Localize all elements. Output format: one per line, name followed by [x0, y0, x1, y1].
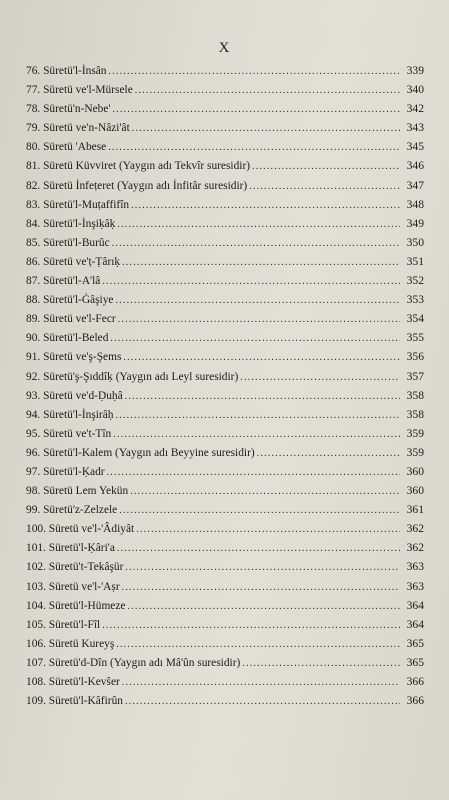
toc-entry: [26, 560, 424, 579]
toc-entry: [26, 121, 424, 140]
dot-leader: [117, 543, 400, 554]
toc-entry-title: 108. Süretü'l-Kevŝer: [26, 676, 120, 688]
toc-entry-page-number: 366: [406, 694, 424, 708]
toc-entry-page-number: 366: [406, 675, 424, 688]
toc-entry-page-number: 364: [406, 617, 424, 631]
table-of-contents: [26, 64, 424, 713]
dot-leader: [112, 238, 400, 249]
dot-leader: [125, 696, 400, 707]
toc-entry-title: 87. Süretü'l-A'lâ: [26, 275, 101, 288]
toc-entry: [26, 236, 424, 255]
toc-entry-title: 107. Süretü'd-Dîn (Yaygın adı Mâ'ûn suresidir): [26, 656, 241, 669]
toc-entry-title: 81. Süretü Küvviret (Yaygın adı Tekvîr suresidir): [26, 160, 251, 173]
toc-entry-title: 100. Süretü ve'l-'Âdiyât: [26, 523, 135, 536]
toc-entry: [26, 350, 424, 369]
toc-entry: [26, 618, 424, 637]
dot-leader: [125, 562, 400, 573]
toc-entry: [26, 446, 424, 465]
toc-entry-page-number: 359: [406, 426, 424, 440]
toc-entry-title: 106. Süretü Kureyş: [26, 637, 115, 650]
toc-entry-page-number: 358: [406, 388, 424, 402]
toc-entry-title: 80. Süretü 'Abese: [26, 141, 107, 154]
dot-leader: [119, 505, 400, 516]
toc-entry-title: 93. Süretü ve'd-Ḍuḥâ: [26, 389, 123, 402]
toc-entry-title: 86. Süretü ve'ṭ-Ṭârıḳ: [26, 255, 121, 268]
toc-entry: [26, 427, 424, 446]
dot-leader: [107, 467, 400, 478]
toc-entry-title: 102. Süretü't-Tekâşür: [26, 561, 124, 574]
toc-entry-page-number: 361: [406, 503, 424, 517]
toc-entry: [26, 179, 424, 198]
toc-entry: [26, 255, 424, 274]
dot-leader: [257, 448, 400, 459]
toc-entry-page-number: 354: [406, 312, 424, 326]
toc-entry-title: 99. Süretü'z-Zelzele: [26, 504, 118, 517]
toc-entry-title: 98. Süretü Lem Yekün: [26, 485, 129, 498]
toc-entry: [26, 522, 424, 541]
dot-leader: [135, 85, 400, 96]
toc-entry: [26, 140, 424, 159]
dot-leader: [122, 257, 400, 268]
toc-entry-title: 101. Süretü'l-Ḳâri'a: [26, 542, 115, 555]
toc-entry: [26, 102, 424, 121]
toc-entry-title: 92. Süretü'ş-Şıddîḳ (Yaygın adı Leyl suresidir): [26, 370, 239, 383]
dot-leader: [113, 429, 400, 440]
dot-leader: [132, 123, 400, 134]
toc-entry: [26, 637, 424, 656]
toc-entry-page-number: 363: [406, 579, 424, 593]
toc-entry-page-number: 362: [406, 522, 424, 536]
toc-entry-title: 79. Süretü ve'n-Nâzi'ât: [26, 122, 130, 135]
toc-entry-page-number: 353: [406, 293, 424, 307]
dot-leader: [108, 142, 400, 153]
page-header-numeral: X: [218, 40, 231, 56]
dot-leader: [117, 219, 400, 230]
toc-entry: [26, 83, 424, 102]
toc-entry-title: 91. Süretü ve'ş-Şems: [26, 351, 122, 364]
toc-entry: [26, 331, 424, 350]
toc-entry-page-number: 342: [406, 102, 424, 116]
toc-entry-title: 83. Süretü'l-Muṭaffifîn: [26, 198, 130, 211]
toc-entry-page-number: 355: [406, 331, 424, 345]
toc-entry: [26, 64, 424, 83]
toc-entry: [26, 312, 424, 331]
toc-entry-page-number: 343: [406, 121, 424, 135]
toc-entry: [26, 408, 424, 427]
toc-entry: [26, 484, 424, 503]
toc-entry: [26, 217, 424, 236]
toc-entry-page-number: 357: [406, 369, 424, 383]
toc-entry: [26, 580, 424, 599]
toc-entry-page-number: 365: [406, 636, 424, 650]
toc-entry-title: 89. Süretü ve'l-Fecr: [26, 313, 116, 326]
toc-entry-title: 109. Süretü'l-Kâfirûn: [26, 695, 123, 708]
toc-entry-page-number: 346: [406, 159, 424, 173]
toc-entry-title: 84. Süretü'l-İnşiḳâḳ: [26, 217, 116, 230]
toc-entry-title: 88. Süretü'l-Ġâşiye: [26, 294, 114, 307]
toc-entry-title: 90. Süretü'l-Beled: [26, 332, 109, 345]
toc-entry: [26, 694, 424, 713]
toc-entry-page-number: 350: [406, 235, 424, 249]
toc-entry: [26, 465, 424, 484]
toc-entry-title: 105. Süretü'l-Fîl: [26, 618, 101, 631]
toc-entry: [26, 198, 424, 217]
toc-entry: [26, 675, 424, 694]
dot-leader: [102, 276, 400, 287]
toc-entry: [26, 541, 424, 560]
toc-entry-title: 95. Süretü ve't-Tîn: [26, 427, 112, 440]
toc-entry-title: 96. Süretü'l-Kalem (Yaygın adı Beyyine suresidir): [26, 446, 255, 459]
toc-entry-title: 103. Süretü ve'l-'Aṣr: [26, 580, 120, 593]
toc-entry-title: 97. Süretü'l-Ḳadr: [26, 465, 105, 478]
toc-entry-title: 78. Süretü'n-Nebe': [26, 103, 111, 116]
toc-entry-page-number: 356: [406, 350, 424, 364]
toc-entry: [26, 503, 424, 522]
toc-entry-title: 82. Süretü İnfeṭeret (Yaygın adı İnfitâr suresidir): [26, 179, 248, 192]
dot-leader: [130, 486, 400, 497]
toc-entry-title: 104. Süretü'l-Hümeze: [26, 599, 126, 612]
toc-entry: [26, 370, 424, 389]
dot-leader: [110, 333, 400, 344]
dot-leader: [115, 410, 400, 421]
dot-leader: [115, 295, 400, 306]
toc-entry: [26, 293, 424, 312]
dot-leader: [136, 524, 400, 535]
toc-entry-title: 77. Süretü ve'l-Mürsele: [26, 84, 133, 97]
toc-entry-page-number: 365: [406, 655, 424, 669]
toc-entry: [26, 159, 424, 178]
dot-leader: [116, 639, 400, 650]
toc-entry-page-number: 349: [406, 216, 424, 230]
toc-entry: [26, 656, 424, 675]
toc-entry-page-number: 358: [406, 407, 424, 421]
dot-leader: [102, 620, 400, 631]
dot-leader: [125, 391, 400, 402]
toc-entry-page-number: 347: [406, 178, 424, 192]
dot-leader: [249, 181, 400, 192]
toc-entry-title: 76. Süretü'l-İnsân: [26, 65, 107, 77]
toc-entry-page-number: 364: [406, 598, 424, 612]
toc-entry-page-number: 360: [406, 484, 424, 498]
toc-entry: [26, 274, 424, 293]
toc-entry-page-number: 345: [406, 140, 424, 154]
toc-entry: [26, 599, 424, 618]
toc-entry-page-number: 360: [406, 464, 424, 478]
toc-entry: [26, 389, 424, 408]
dot-leader: [109, 66, 400, 77]
toc-entry-page-number: 348: [406, 197, 424, 211]
toc-entry-page-number: 351: [406, 254, 424, 268]
dot-leader: [131, 200, 400, 211]
toc-entry-title: 94. Süretü'l-İnşirâḥ: [26, 408, 114, 421]
dot-leader: [242, 658, 400, 669]
toc-entry-page-number: 363: [406, 560, 424, 574]
dot-leader: [123, 352, 400, 363]
dot-leader: [118, 314, 400, 325]
dot-leader: [240, 372, 400, 383]
toc-entry-page-number: 359: [406, 445, 424, 459]
toc-entry-page-number: 339: [406, 64, 424, 77]
toc-entry-page-number: 352: [406, 274, 424, 288]
toc-entry-page-number: 362: [406, 541, 424, 555]
dot-leader: [127, 601, 400, 612]
dot-leader: [252, 161, 400, 172]
toc-entry-title: 85. Süretü'l-Burûc: [26, 236, 110, 249]
dot-leader: [112, 104, 400, 115]
dot-leader: [122, 677, 400, 688]
toc-entry-page-number: 340: [406, 83, 424, 97]
dot-leader: [122, 582, 400, 593]
